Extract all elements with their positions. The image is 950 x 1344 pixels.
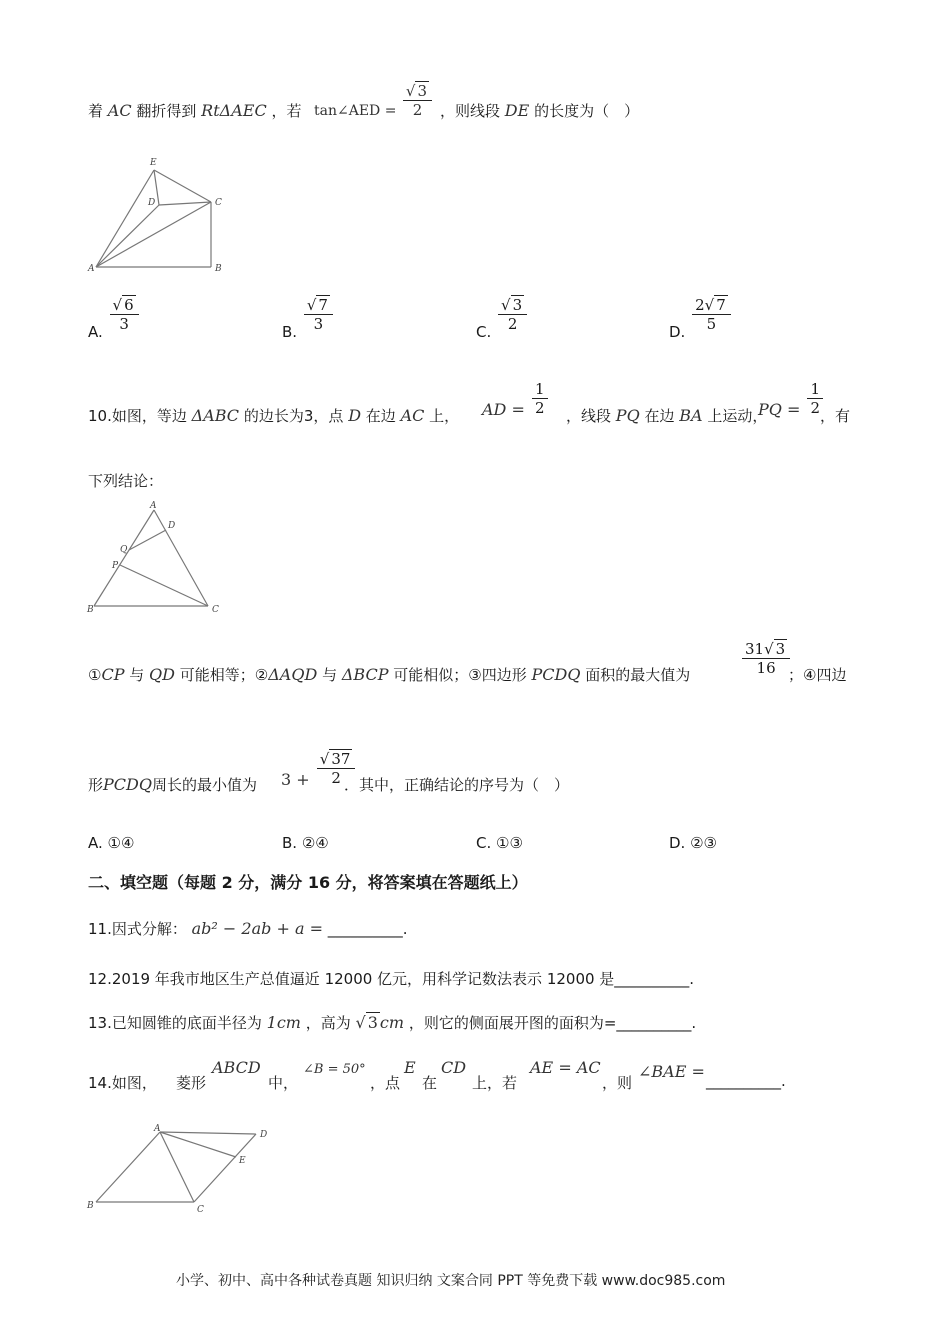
q10-c1b: 与 bbox=[129, 666, 145, 684]
q10-option-b[interactable]: B. ②④ bbox=[282, 834, 329, 852]
q14-label-a: A bbox=[154, 1124, 161, 1134]
q9-stem-line-end bbox=[440, 100, 639, 121]
q10-per-den: 2 bbox=[331, 769, 341, 787]
q10-math-qd: QD bbox=[149, 665, 175, 684]
q10-label-b: B bbox=[87, 605, 94, 615]
q10-ad-label: AD = bbox=[482, 400, 525, 419]
q10-math-tri-abc: ΔABC bbox=[191, 406, 240, 425]
q10-option-a[interactable]: A. ①④ bbox=[88, 834, 135, 852]
q9-tan-label: tan∠AED = bbox=[314, 102, 397, 119]
q14-t2: 菱形 bbox=[176, 1074, 207, 1092]
q14-math-ae-ac: AE = AC bbox=[530, 1058, 601, 1077]
q9-tan-numerator: 3 bbox=[417, 82, 428, 100]
q10-math-aqd: ΔAQD bbox=[268, 665, 318, 684]
q9-label-d: D bbox=[148, 198, 156, 208]
q10-l4c: ．其中，正确结论的序号为（ ） bbox=[344, 776, 570, 794]
q9-option-d[interactable] bbox=[669, 296, 733, 341]
q10-stem-line1 bbox=[88, 405, 459, 426]
q11-text: 11.因式分解： bbox=[88, 920, 187, 938]
q10-pq-expression bbox=[758, 380, 825, 417]
section2-heading: 二、填空题（每题 2 分，满分 16 分，将答案填在答题纸上） bbox=[88, 873, 528, 892]
q11-end: . bbox=[402, 920, 408, 938]
q13-text3: ，则它的侧面展开图的面积为=__________. bbox=[408, 1014, 697, 1032]
q9-option-b-rad: 7 bbox=[318, 296, 328, 314]
q10-c4: ；④四边 bbox=[788, 666, 847, 684]
q10-ad-fraction bbox=[532, 380, 548, 417]
q10-per-frac: $\frac{√ 37}{2}$ bbox=[317, 750, 356, 787]
q14-t7: ，则 bbox=[602, 1074, 633, 1092]
q14-t1: 14.如图， bbox=[88, 1074, 157, 1092]
q9-option-c-den: 2 bbox=[507, 315, 518, 333]
q10-text4: 在边 bbox=[365, 407, 396, 425]
q10-stem-line1-mid bbox=[566, 405, 767, 426]
q13-height-unit: cm bbox=[379, 1013, 405, 1032]
q10-math-d: D bbox=[348, 406, 362, 425]
q9-option-b-den: 3 bbox=[313, 315, 324, 333]
q10-side: 3 bbox=[303, 407, 314, 425]
q13-text2: ，高为 bbox=[305, 1014, 351, 1032]
q10-text8: 上运动， bbox=[707, 407, 768, 425]
q9-math-ac: AC bbox=[107, 101, 132, 120]
q10-area-frac: $\frac{31√ 3}{16}$ bbox=[742, 640, 790, 677]
q9-text-end: 的长度为（ ） bbox=[534, 102, 640, 120]
q9-option-b[interactable] bbox=[282, 296, 335, 341]
q14-math-e: E bbox=[404, 1058, 416, 1077]
q9-option-d-rad: 7 bbox=[716, 296, 726, 314]
q10-text2: 的边长为 bbox=[243, 407, 304, 425]
q13-text1: 13.已知圆锥的底面半径为 bbox=[88, 1014, 262, 1032]
q9-text-fold: 翻折得到 bbox=[136, 102, 197, 120]
q10-math-ac: AC bbox=[400, 406, 425, 425]
q10-pq-num: 1 bbox=[807, 380, 823, 399]
q9-option-a-label: A. bbox=[88, 323, 103, 341]
q10-ad-num: 1 bbox=[532, 380, 548, 399]
q9-option-d-coef: 2 bbox=[695, 296, 705, 314]
q14-label-e: E bbox=[239, 1156, 246, 1166]
q14-figure bbox=[84, 1122, 274, 1217]
q10-area-rad: 3 bbox=[775, 640, 786, 658]
q14-label-d: D bbox=[260, 1130, 268, 1140]
q10-option-d[interactable]: D. ②③ bbox=[669, 834, 717, 852]
q10-figure bbox=[86, 500, 226, 618]
q14-angle: ∠B = 50° bbox=[303, 1062, 366, 1077]
q13-height-rad: 3 bbox=[367, 1013, 378, 1032]
q9-label-e: E bbox=[150, 158, 157, 168]
q10-per-rad: 37 bbox=[331, 750, 351, 768]
q9-option-a[interactable] bbox=[88, 296, 141, 341]
q11-line bbox=[88, 918, 408, 939]
q14-math-abcd: ABCD bbox=[212, 1058, 261, 1077]
q10-l4a: 形 bbox=[88, 776, 104, 794]
q13-height: √ 3 cm bbox=[355, 1013, 405, 1032]
q14-t6: 上，若 bbox=[472, 1074, 518, 1092]
q10-text6: ，线段 bbox=[566, 407, 612, 425]
q10-line2: 下列结论： bbox=[88, 472, 164, 490]
q9-option-d-den: 5 bbox=[706, 315, 717, 333]
q14-label-b: B bbox=[87, 1201, 94, 1211]
q9-figure bbox=[86, 155, 236, 275]
q14-label-c: C bbox=[197, 1205, 204, 1215]
q9-stem-line bbox=[88, 100, 301, 121]
q14-math-bae: ∠BAE = bbox=[638, 1062, 705, 1081]
q10-math-pq: PQ bbox=[615, 406, 640, 425]
q14-t4: ，点 bbox=[370, 1074, 401, 1092]
q13-radius: 1cm bbox=[266, 1013, 301, 1032]
q9-tan-denominator: 2 bbox=[412, 101, 423, 119]
q9-option-c[interactable] bbox=[476, 296, 529, 341]
q10-label-c: C bbox=[212, 605, 219, 615]
q9-text-if: ，若 bbox=[271, 102, 302, 120]
q10-label-p: P bbox=[112, 561, 119, 571]
q10-ad-expression bbox=[482, 380, 550, 417]
q10-l4b: 周长的最小值为 bbox=[151, 776, 257, 794]
q9-label-a: A bbox=[88, 264, 95, 274]
q10-c3b: 面积的最大值为 bbox=[585, 666, 691, 684]
q10-pq-label: PQ = bbox=[758, 400, 801, 419]
q9-label-b: B bbox=[215, 264, 222, 274]
q10-math-cp: CP bbox=[101, 665, 125, 684]
q9-option-d-label: D. bbox=[669, 323, 686, 341]
q11-expr: ab² − 2ab + a = bbox=[191, 919, 323, 938]
q10-option-c[interactable]: C. ①③ bbox=[476, 834, 523, 852]
q10-math-pcdq2: PCDQ bbox=[103, 775, 152, 794]
q10-label-q: Q bbox=[120, 545, 128, 555]
q10-c2c: 可能相似；③四边形 bbox=[393, 666, 527, 684]
q9-option-a-fraction: $\frac{√ 6}{3}$ bbox=[110, 296, 139, 333]
q10-line4 bbox=[88, 774, 257, 795]
q9-option-a-den: 3 bbox=[119, 315, 129, 333]
q9-option-b-label: B. bbox=[282, 323, 298, 341]
q9-option-c-fraction: $\frac{√ 3}{2}$ bbox=[498, 296, 527, 333]
q10-text7: 在边 bbox=[644, 407, 675, 425]
q10-math-ba: BA bbox=[679, 406, 703, 425]
q10-c1: ① bbox=[88, 666, 102, 684]
q9-math-rt-aec: RtΔAEC bbox=[201, 101, 267, 120]
q9-option-c-rad: 3 bbox=[512, 296, 523, 314]
q9-option-d-fraction: $\frac{2√ 7}{5}$ bbox=[692, 296, 731, 333]
q10-text9: ，有 bbox=[820, 407, 851, 425]
q14-t3: 中， bbox=[268, 1074, 299, 1092]
q10-math-bcp: ΔBCP bbox=[341, 665, 389, 684]
q9-option-a-rad: 6 bbox=[124, 296, 134, 314]
q10-c1c: 可能相等；② bbox=[179, 666, 269, 684]
q11-blank[interactable]: __________ bbox=[327, 920, 403, 938]
q10-c2b: 与 bbox=[322, 666, 338, 684]
q14-math-cd: CD bbox=[441, 1058, 467, 1077]
q10-text1: 10.如图，等边 bbox=[88, 407, 187, 425]
q10-area-coef: 31 bbox=[745, 640, 765, 658]
q9-option-b-fraction: $\frac{√ 7}{3}$ bbox=[304, 296, 333, 333]
q10-conclusions-line bbox=[88, 664, 690, 685]
q9-text-then: ，则线段 bbox=[440, 102, 501, 120]
q14-blank[interactable]: __________. bbox=[706, 1072, 786, 1090]
q9-text-pre: 着 bbox=[88, 102, 104, 120]
page-footer: 小学、初中、高中各种试卷真题 知识归纳 文案合同 PPT 等免费下载 www.doc985.com bbox=[176, 1273, 726, 1289]
q9-tan-fraction: $\frac{√ 3}{2}$ bbox=[403, 82, 432, 119]
q9-math-de: DE bbox=[504, 101, 530, 120]
q10-text5: 上， bbox=[429, 407, 460, 425]
q14-t5: 在 bbox=[422, 1074, 438, 1092]
q10-per-int: 3 + bbox=[281, 770, 310, 789]
q10-pq-den: 2 bbox=[810, 399, 821, 417]
q10-label-d: D bbox=[168, 521, 176, 531]
q10-math-pcdq: PCDQ bbox=[531, 665, 581, 684]
q12-line: 12.2019 年我市地区生产总值逼近 12000 亿元，用科学记数法表示 12000 是__________. bbox=[88, 970, 695, 988]
q10-area-den: 16 bbox=[756, 659, 776, 677]
q10-text3: ，点 bbox=[313, 407, 344, 425]
q10-area-fraction bbox=[740, 640, 792, 677]
q9-option-c-label: C. bbox=[476, 323, 492, 341]
q10-ad-den: 2 bbox=[534, 399, 545, 417]
q9-tan-expression bbox=[314, 78, 434, 119]
q10-label-a: A bbox=[150, 501, 157, 511]
q13-line bbox=[88, 1012, 696, 1033]
q9-label-c: C bbox=[215, 198, 222, 208]
